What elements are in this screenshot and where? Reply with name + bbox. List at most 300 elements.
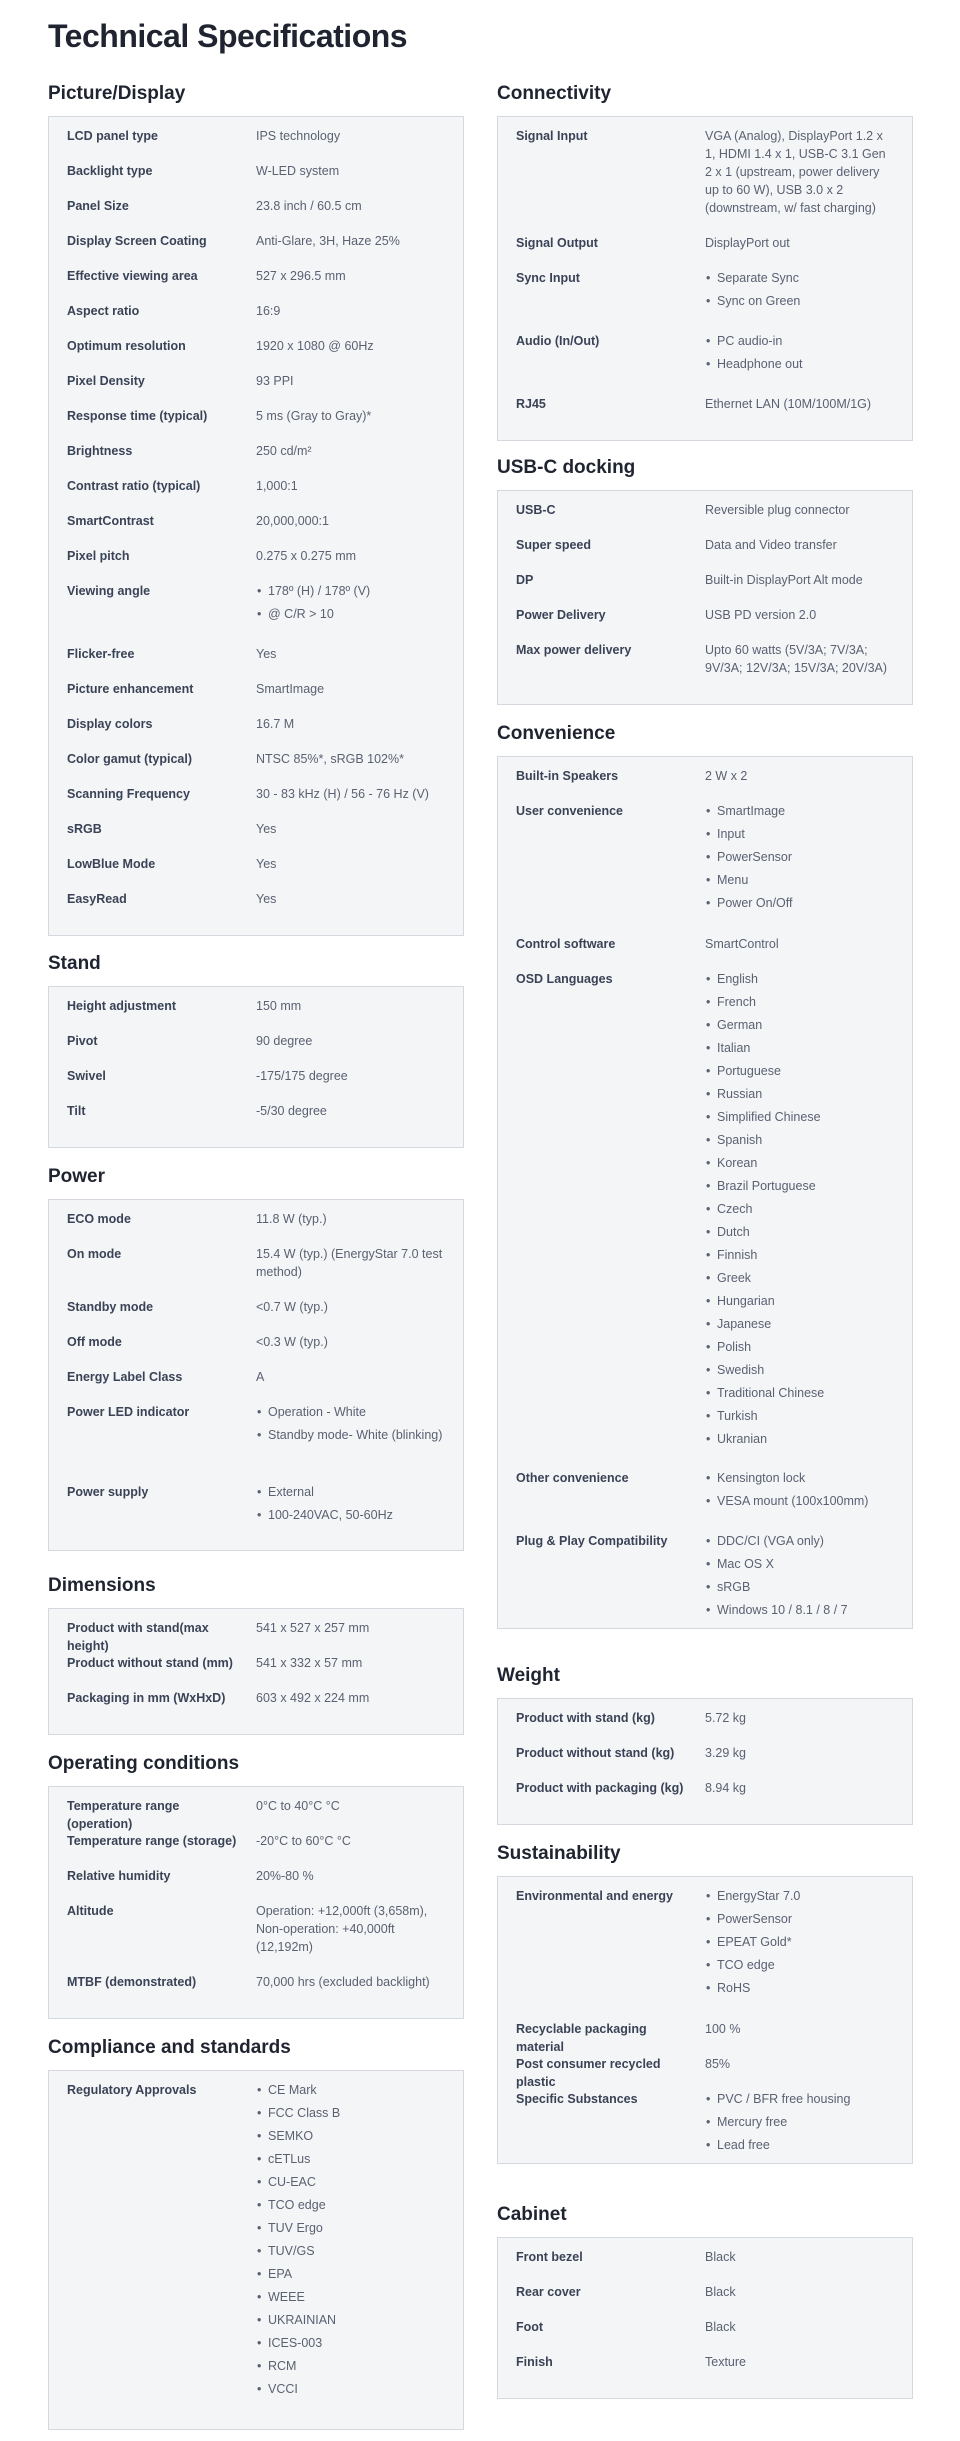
- spec-row: [67, 1298, 445, 1333]
- spec-list-item: • TUV Ergo: [256, 2219, 445, 2237]
- spec-list-item: • FCC Class B: [256, 2104, 445, 2122]
- spec-label: Plug & Play Compatibility: [516, 1534, 668, 1548]
- spec-value: 70,000 hrs (excluded backlight): [256, 1975, 430, 1989]
- spec-row: [67, 750, 445, 785]
- spec-value: [705, 1532, 894, 1618]
- spec-row: [67, 1832, 445, 1867]
- spec-value: 3.29 kg: [705, 1746, 747, 1760]
- page-title: Technical Specifications: [48, 18, 408, 54]
- spec-row: [516, 802, 894, 935]
- spec-value-list: [256, 1483, 445, 1524]
- spec-label: Brightness: [67, 444, 133, 458]
- spec-label: Picture enhancement: [67, 682, 194, 696]
- spec-list-item: • @ C/R > 10: [256, 605, 445, 623]
- spec-value: Yes: [256, 647, 277, 661]
- section-power: [48, 1163, 464, 1551]
- spec-list-item: • 178º (H) / 178º (V): [256, 582, 445, 600]
- spec-value: 16:9: [256, 304, 281, 318]
- spec-value: A: [256, 1370, 265, 1384]
- spec-label: Response time (typical): [67, 409, 208, 423]
- spec-list-item: • DDC/CI (VGA only): [705, 1532, 894, 1550]
- spec-row: [516, 269, 894, 332]
- spec-row: [516, 2090, 894, 2153]
- spec-label: Regulatory Approvals: [67, 2083, 197, 2097]
- spec-label: Signal Output: [516, 236, 598, 250]
- spec-row: [516, 1469, 894, 1532]
- spec-value: 20%-80 %: [256, 1869, 314, 1883]
- spec-value: Upto 60 watts (5V/3A; 7V/3A; 9V/3A; 12V/3A; 15V/3A; 20V/3A): [705, 643, 888, 675]
- spec-value: <0.7 W (typ.): [256, 1300, 328, 1314]
- spec-value: [705, 802, 894, 935]
- spec-value: 1920 x 1080 @ 60Hz: [256, 339, 374, 353]
- spec-row: [67, 1032, 445, 1067]
- spec-value: 90 degree: [256, 1034, 313, 1048]
- spec-value: Ethernet LAN (10M/100M/1G): [705, 397, 872, 411]
- spec-row: [67, 715, 445, 750]
- spec-value-list: [705, 802, 894, 912]
- spec-list-item: • German: [705, 1016, 894, 1034]
- spec-label: ECO mode: [67, 1212, 131, 1226]
- section-picture-display: [48, 80, 464, 936]
- spec-label: sRGB: [67, 822, 102, 836]
- section-title: Picture/Display: [48, 83, 186, 104]
- spec-value: 0°C to 40°C °C: [256, 1799, 340, 1813]
- spec-list-item: • VCCI: [256, 2380, 445, 2398]
- spec-label: Viewing angle: [67, 584, 151, 598]
- spec-value-list: [705, 269, 894, 310]
- spec-row: [67, 1654, 445, 1689]
- spec-row: [67, 547, 445, 582]
- spec-list-item: • Dutch: [705, 1223, 894, 1241]
- spec-label: Scanning Frequency: [67, 787, 190, 801]
- spec-label: Product without stand (kg): [516, 1746, 675, 1760]
- spec-label: Height adjustment: [67, 999, 177, 1013]
- spec-value: 250 cd/m²: [256, 444, 312, 458]
- spec-label: EasyRead: [67, 892, 127, 906]
- section-title: Dimensions: [48, 1575, 156, 1596]
- spec-label: Control software: [516, 937, 616, 951]
- spec-list-item: • Hungarian: [705, 1292, 894, 1310]
- spec-label: Temperature range (storage): [67, 1834, 237, 1848]
- section-title: USB-C docking: [497, 457, 636, 478]
- spec-label: Power Delivery: [516, 608, 606, 622]
- spec-label: Power LED indicator: [67, 1405, 190, 1419]
- spec-label: On mode: [67, 1247, 122, 1261]
- spec-row: [516, 395, 894, 430]
- spec-list-item: • Headphone out: [705, 355, 894, 373]
- spec-label: RJ45: [516, 397, 546, 411]
- spec-value: DisplayPort out: [705, 236, 790, 250]
- section-dimensions: [48, 1572, 464, 1735]
- spec-label: Product without stand (mm): [67, 1656, 233, 1670]
- spec-list-item: • PVC / BFR free housing: [705, 2090, 894, 2108]
- spec-row: [516, 501, 894, 536]
- spec-label: Environmental and energy: [516, 1889, 673, 1903]
- spec-value: Anti-Glare, 3H, Haze 25%: [256, 234, 400, 248]
- spec-list-item: • PC audio-in: [705, 332, 894, 350]
- spec-row: [67, 407, 445, 442]
- spec-row: [67, 680, 445, 715]
- spec-value: -5/30 degree: [256, 1104, 327, 1118]
- spec-row: [67, 1902, 445, 1973]
- spec-row: [67, 1403, 445, 1483]
- spec-label: Finish: [516, 2355, 553, 2369]
- spec-value: Yes: [256, 857, 277, 871]
- spec-row: [67, 820, 445, 855]
- spec-row: [67, 1102, 445, 1137]
- spec-value: Yes: [256, 822, 277, 836]
- spec-value: [256, 2081, 445, 2419]
- spec-value: USB PD version 2.0: [705, 608, 817, 622]
- spec-row: [516, 1779, 894, 1814]
- spec-label: Product with stand(max height): [67, 1621, 209, 1653]
- spec-value: 23.8 inch / 60.5 cm: [256, 199, 362, 213]
- spec-list-item: • sRGB: [705, 1578, 894, 1596]
- spec-row: [67, 267, 445, 302]
- spec-row: [67, 1368, 445, 1403]
- spec-row: [67, 645, 445, 680]
- spec-value: 30 - 83 kHz (H) / 56 - 76 Hz (V): [256, 787, 429, 801]
- spec-label: Display colors: [67, 717, 153, 731]
- spec-label: USB-C: [516, 503, 556, 517]
- spec-value: 541 x 527 x 257 mm: [256, 1621, 370, 1635]
- section-title: Connectivity: [497, 83, 612, 104]
- spec-value: Yes: [256, 892, 277, 906]
- spec-value: 541 x 332 x 57 mm: [256, 1656, 363, 1670]
- spec-row: [67, 232, 445, 267]
- spec-list-item: • Lead free: [705, 2136, 894, 2154]
- spec-panel: [48, 2070, 464, 2430]
- spec-list-item: • External: [256, 1483, 445, 1501]
- section-title: Convenience: [497, 723, 616, 744]
- spec-panel: [497, 2237, 913, 2399]
- spec-value: Built-in DisplayPort Alt mode: [705, 573, 863, 587]
- section-cabinet: [497, 2201, 913, 2399]
- spec-row: [67, 1867, 445, 1902]
- spec-value-list: [705, 332, 894, 373]
- spec-list-item: • SmartImage: [705, 802, 894, 820]
- spec-value: NTSC 85%*, sRGB 102%*: [256, 752, 404, 766]
- spec-row: [67, 1210, 445, 1245]
- section-title: Weight: [497, 1665, 560, 1686]
- spec-value-list: [705, 1532, 894, 1619]
- spec-list-item: • Spanish: [705, 1131, 894, 1149]
- spec-value: [705, 1887, 894, 2020]
- spec-list-item: • Windows 10 / 8.1 / 8 / 7: [705, 1601, 894, 1619]
- spec-row: [67, 1797, 445, 1832]
- section-sustainability: [497, 1840, 913, 2164]
- spec-label: Flicker-free: [67, 647, 135, 661]
- spec-list-item: • Korean: [705, 1154, 894, 1172]
- spec-panel: [48, 1608, 464, 1735]
- spec-value: Data and Video transfer: [705, 538, 837, 552]
- spec-list-item: • UKRAINIAN: [256, 2311, 445, 2329]
- spec-label: Pixel pitch: [67, 549, 130, 563]
- spec-value: Reversible plug connector: [705, 503, 850, 517]
- spec-row: [67, 1067, 445, 1102]
- spec-list-item: • WEEE: [256, 2288, 445, 2306]
- spec-list-item: • Standby mode- White (blinking): [256, 1426, 445, 1444]
- spec-list-item: • Kensington lock: [705, 1469, 894, 1487]
- spec-label: Audio (In/Out): [516, 334, 600, 348]
- spec-list-item: • Input: [705, 825, 894, 843]
- spec-label: Backlight type: [67, 164, 153, 178]
- spec-list-item: • Operation - White: [256, 1403, 445, 1421]
- spec-list-item: • English: [705, 970, 894, 988]
- spec-row: [516, 2055, 894, 2090]
- spec-value: [705, 2090, 894, 2153]
- spec-value: 93 PPI: [256, 374, 294, 388]
- spec-row: [516, 536, 894, 571]
- spec-label: Tilt: [67, 1104, 86, 1118]
- spec-label: Rear cover: [516, 2285, 581, 2299]
- spec-list-item: • EnergyStar 7.0: [705, 1887, 894, 1905]
- spec-row: [67, 477, 445, 512]
- spec-value: Black: [705, 2250, 736, 2264]
- spec-label: Temperature range (operation): [67, 1799, 180, 1831]
- spec-value: [705, 332, 894, 395]
- spec-row: [67, 162, 445, 197]
- spec-label: Off mode: [67, 1335, 122, 1349]
- spec-label: Pixel Density: [67, 374, 145, 388]
- spec-value: -175/175 degree: [256, 1069, 348, 1083]
- spec-label: Foot: [516, 2320, 544, 2334]
- spec-list-item: • Ukranian: [705, 1430, 894, 1448]
- spec-list-item: • Power On/Off: [705, 894, 894, 912]
- spec-list-item: • ICES-003: [256, 2334, 445, 2352]
- spec-list-item: • EPA: [256, 2265, 445, 2283]
- spec-value-list: [705, 2090, 894, 2154]
- spec-row: [516, 1887, 894, 2020]
- spec-label: Standby mode: [67, 1300, 154, 1314]
- spec-row: [67, 1973, 445, 2008]
- spec-row: [67, 302, 445, 337]
- spec-row: [516, 2318, 894, 2353]
- spec-value: [256, 582, 445, 645]
- spec-row: [516, 2353, 894, 2388]
- spec-label: LCD panel type: [67, 129, 158, 143]
- spec-list-item: • TCO edge: [256, 2196, 445, 2214]
- spec-label: DP: [516, 573, 534, 587]
- spec-list-item: • RCM: [256, 2357, 445, 2375]
- spec-row: [67, 890, 445, 925]
- spec-list-item: • Italian: [705, 1039, 894, 1057]
- spec-row: [67, 1619, 445, 1654]
- spec-list-item: • 100-240VAC, 50-60Hz: [256, 1506, 445, 1524]
- spec-list-item: • Brazil Portuguese: [705, 1177, 894, 1195]
- spec-value: Black: [705, 2320, 736, 2334]
- spec-label: Built-in Speakers: [516, 769, 619, 783]
- spec-value-list: [256, 1403, 445, 1444]
- spec-row: [516, 234, 894, 269]
- spec-row: [516, 1744, 894, 1779]
- spec-label: Optimum resolution: [67, 339, 186, 353]
- spec-row: [516, 970, 894, 1469]
- spec-label: Super speed: [516, 538, 592, 552]
- spec-value: Operation: +12,000ft (3,658m), Non-operation: +40,000ft (12,192m): [256, 1904, 428, 1954]
- spec-row: [516, 641, 894, 694]
- section-convenience: [497, 720, 913, 1629]
- spec-panel: [497, 490, 913, 705]
- spec-row: [516, 2020, 894, 2055]
- spec-label: Recyclable packaging material: [516, 2022, 647, 2054]
- spec-list-item: • PowerSensor: [705, 1910, 894, 1928]
- spec-row: [67, 127, 445, 162]
- spec-value: 5.72 kg: [705, 1711, 747, 1725]
- spec-label: Swivel: [67, 1069, 106, 1083]
- spec-value: 0.275 x 0.275 mm: [256, 549, 357, 563]
- spec-row: [67, 372, 445, 407]
- spec-label: Power supply: [67, 1485, 149, 1499]
- spec-list-item: • French: [705, 993, 894, 1011]
- spec-row: [67, 1689, 445, 1724]
- spec-row: [516, 2248, 894, 2283]
- spec-value: 8.94 kg: [705, 1781, 747, 1795]
- section-connectivity: [497, 80, 913, 441]
- spec-label: MTBF (demonstrated): [67, 1975, 197, 1989]
- spec-label: Contrast ratio (typical): [67, 479, 201, 493]
- spec-value: Black: [705, 2285, 736, 2299]
- spec-label: Specific Substances: [516, 2092, 638, 2106]
- section-usb-c-docking: [497, 454, 913, 705]
- spec-row: [67, 785, 445, 820]
- spec-value: [705, 269, 894, 332]
- spec-panel: [48, 116, 464, 936]
- spec-list-item: • PowerSensor: [705, 848, 894, 866]
- spec-label: Max power delivery: [516, 643, 632, 657]
- spec-value: SmartImage: [256, 682, 325, 696]
- spec-label: Relative humidity: [67, 1869, 171, 1883]
- spec-list-item: • TUV/GS: [256, 2242, 445, 2260]
- section-operating-conditions: [48, 1750, 464, 2019]
- spec-row: [516, 127, 894, 234]
- spec-row: [67, 1245, 445, 1298]
- spec-value: 11.8 W (typ.): [256, 1212, 327, 1226]
- spec-label: Other convenience: [516, 1471, 629, 1485]
- spec-panel: [48, 986, 464, 1148]
- spec-list-item: • Sync on Green: [705, 292, 894, 310]
- spec-panel: [497, 756, 913, 1629]
- spec-list-item: • CE Mark: [256, 2081, 445, 2099]
- spec-value: 15.4 W (typ.) (EnergyStar 7.0 test method): [256, 1247, 443, 1279]
- spec-list-item: • Czech: [705, 1200, 894, 1218]
- spec-label: User convenience: [516, 804, 623, 818]
- spec-value: 150 mm: [256, 999, 302, 1013]
- spec-label: Packaging in mm (WxHxD): [67, 1691, 226, 1705]
- spec-label: Panel Size: [67, 199, 129, 213]
- spec-list-item: • Traditional Chinese: [705, 1384, 894, 1402]
- spec-label: Post consumer recycled plastic: [516, 2057, 661, 2089]
- spec-value-list: [705, 1887, 894, 1997]
- spec-label: Front bezel: [516, 2250, 583, 2264]
- spec-label: Altitude: [67, 1904, 114, 1918]
- spec-row: [67, 582, 445, 645]
- spec-label: Product with packaging (kg): [516, 1781, 684, 1795]
- spec-label: Energy Label Class: [67, 1370, 183, 1384]
- spec-value: 5 ms (Gray to Gray)*: [256, 409, 372, 423]
- spec-label: OSD Languages: [516, 972, 613, 986]
- spec-row: [67, 1333, 445, 1368]
- spec-list-item: • Separate Sync: [705, 269, 894, 287]
- spec-list-item: • cETLus: [256, 2150, 445, 2168]
- spec-list-item: • Japanese: [705, 1315, 894, 1333]
- spec-row: [67, 197, 445, 232]
- spec-list-item: • EPEAT Gold*: [705, 1933, 894, 1951]
- spec-value: 85%: [705, 2057, 731, 2071]
- spec-row: [67, 2081, 445, 2419]
- spec-row: [516, 1709, 894, 1744]
- spec-label: LowBlue Mode: [67, 857, 156, 871]
- spec-list-item: • VESA mount (100x100mm): [705, 1492, 894, 1510]
- spec-value: 16.7 M: [256, 717, 295, 731]
- spec-row: [516, 1532, 894, 1618]
- spec-value: Texture: [705, 2355, 746, 2369]
- spec-value: 603 x 492 x 224 mm: [256, 1691, 370, 1705]
- spec-value: [256, 1403, 445, 1483]
- spec-list-item: • SEMKO: [256, 2127, 445, 2145]
- section-title: Sustainability: [497, 1843, 621, 1864]
- spec-value: 2 W x 2: [705, 769, 748, 783]
- spec-value: [705, 970, 894, 1469]
- spec-value-list: [256, 582, 445, 623]
- spec-value: W-LED system: [256, 164, 340, 178]
- spec-value: 1,000:1: [256, 479, 298, 493]
- spec-panel: [497, 1876, 913, 2164]
- spec-row: [67, 1483, 445, 1540]
- spec-list-item: • TCO edge: [705, 1956, 894, 1974]
- spec-row: [516, 571, 894, 606]
- section-title: Compliance and standards: [48, 2037, 291, 2058]
- spec-list-item: • Portuguese: [705, 1062, 894, 1080]
- section-stand: [48, 950, 464, 1148]
- spec-row: [516, 935, 894, 970]
- spec-list-item: • Polish: [705, 1338, 894, 1356]
- spec-list-item: • Greek: [705, 1269, 894, 1287]
- spec-row: [67, 855, 445, 890]
- spec-row: [67, 337, 445, 372]
- spec-value: <0.3 W (typ.): [256, 1335, 328, 1349]
- spec-panel: [48, 1199, 464, 1551]
- spec-label: Sync Input: [516, 271, 580, 285]
- spec-label: Product with stand (kg): [516, 1711, 655, 1725]
- section-title: Power: [48, 1166, 106, 1187]
- spec-label: SmartContrast: [67, 514, 154, 528]
- spec-label: Pivot: [67, 1034, 98, 1048]
- spec-label: Signal Input: [516, 129, 588, 143]
- spec-list-item: • Menu: [705, 871, 894, 889]
- spec-label: Color gamut (typical): [67, 752, 193, 766]
- spec-list-item: • Simplified Chinese: [705, 1108, 894, 1126]
- spec-list-item: • RoHS: [705, 1979, 894, 1997]
- spec-label: Effective viewing area: [67, 269, 198, 283]
- spec-row: [516, 2283, 894, 2318]
- spec-value: -20°C to 60°C °C: [256, 1834, 351, 1848]
- spec-label: Aspect ratio: [67, 304, 140, 318]
- section-title: Stand: [48, 953, 101, 974]
- spec-row: [67, 512, 445, 547]
- spec-value: 100 %: [705, 2022, 741, 2036]
- spec-list-item: • Turkish: [705, 1407, 894, 1425]
- spec-row: [67, 997, 445, 1032]
- spec-row: [516, 606, 894, 641]
- spec-list-item: • Russian: [705, 1085, 894, 1103]
- section-compliance: [48, 2034, 464, 2430]
- spec-panel: [497, 1698, 913, 1825]
- spec-panel: [48, 1786, 464, 2019]
- spec-row: [67, 442, 445, 477]
- spec-value: IPS technology: [256, 129, 341, 143]
- spec-list-item: • Finnish: [705, 1246, 894, 1264]
